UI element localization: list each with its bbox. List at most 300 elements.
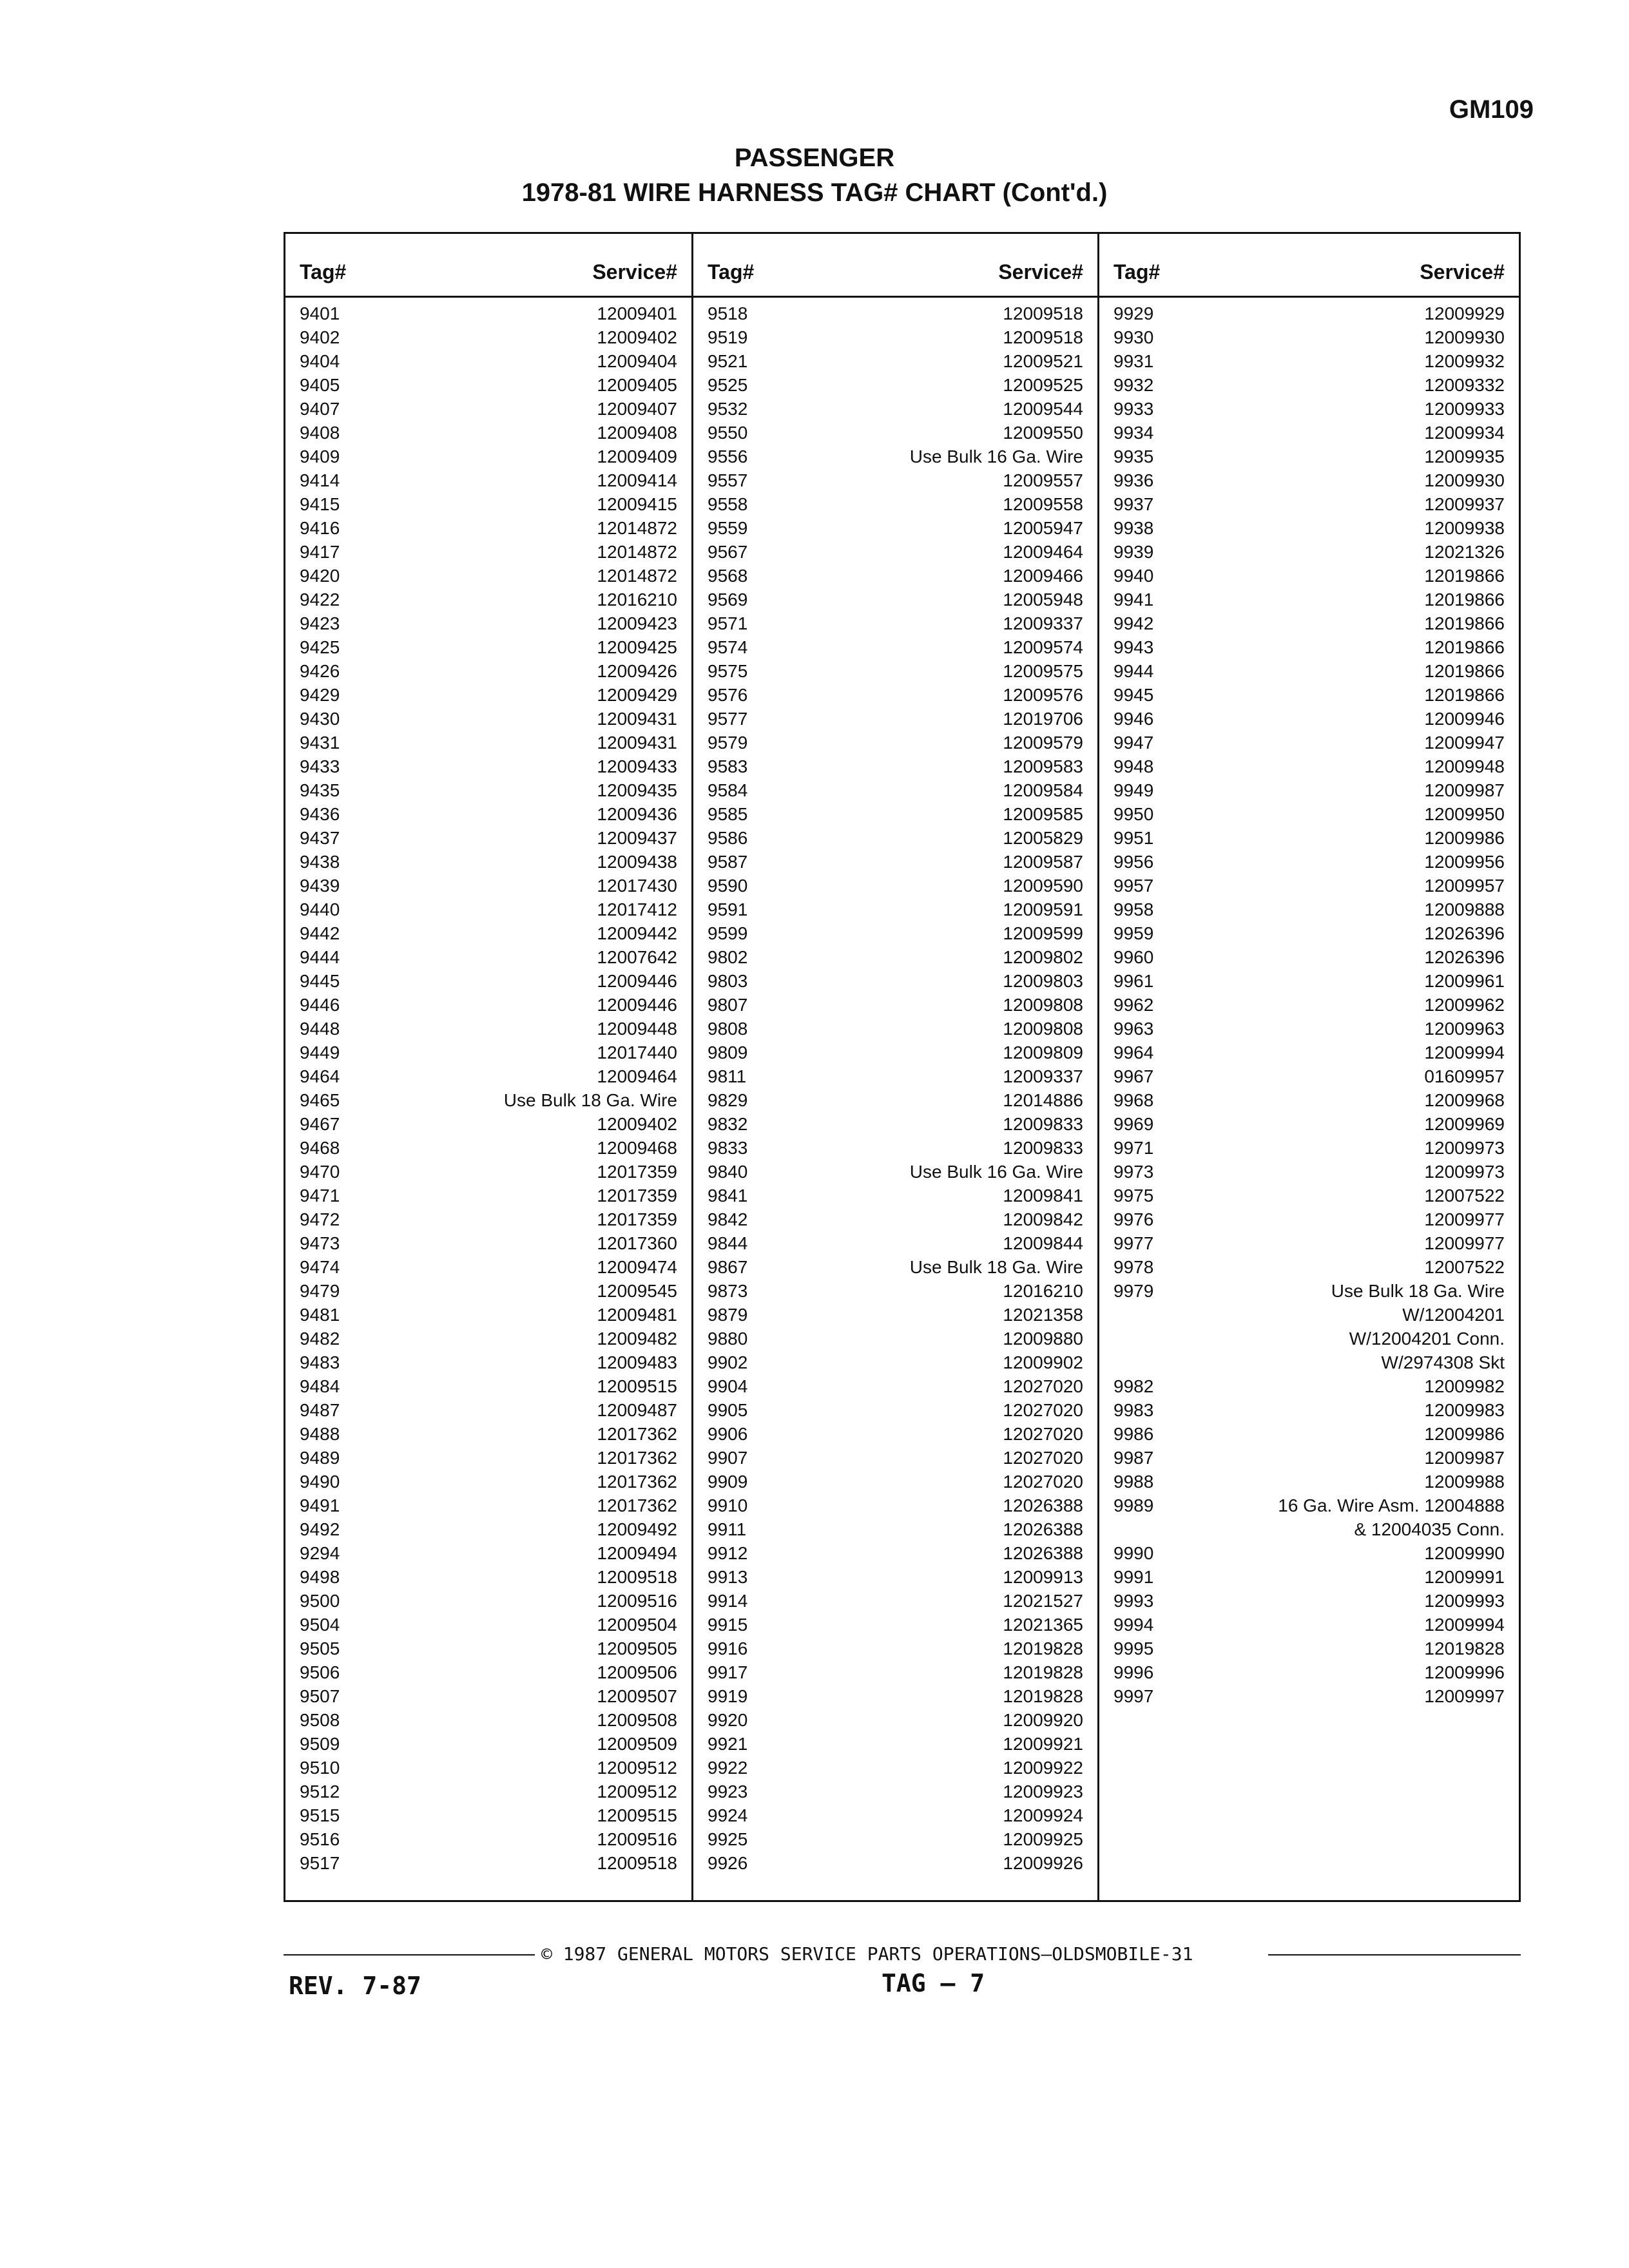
table-row — [285, 1231, 691, 1255]
table-row — [285, 397, 691, 421]
table-row — [1099, 1327, 1519, 1350]
table-row — [285, 588, 691, 611]
table-row — [1099, 754, 1519, 778]
table-row — [1099, 349, 1519, 373]
tag-number: 9979 — [1113, 1281, 1154, 1301]
table-row — [693, 1279, 1097, 1303]
table-row — [1099, 1041, 1519, 1064]
service-number: 12005829 — [1003, 828, 1083, 848]
service-number: 12027020 — [1003, 1448, 1083, 1468]
table-row — [693, 1398, 1097, 1422]
tag-number: 9294 — [300, 1543, 340, 1563]
tag-number: 9567 — [708, 542, 748, 562]
table-row — [693, 373, 1097, 397]
service-number: 12009332 — [1424, 375, 1505, 395]
table-row — [1099, 659, 1519, 683]
tag-number: 9933 — [1113, 399, 1154, 419]
service-number: 12009921 — [1003, 1734, 1083, 1754]
tag-number: 9909 — [708, 1472, 748, 1492]
table-row — [693, 993, 1097, 1017]
table-row — [285, 683, 691, 707]
table-row — [1099, 1660, 1519, 1684]
service-number: 12009961 — [1424, 971, 1505, 991]
tag-number: 9902 — [708, 1352, 748, 1372]
service-number: 12009550 — [1003, 423, 1083, 443]
table-row — [1099, 588, 1519, 611]
tag-number: 9811 — [708, 1066, 747, 1086]
table-row — [693, 1064, 1097, 1088]
service-number: 12017362 — [597, 1448, 677, 1468]
tag-number: 9557 — [708, 470, 748, 490]
table-row — [1099, 1064, 1519, 1088]
table-row — [285, 421, 691, 445]
table-row — [1099, 1446, 1519, 1470]
table-row — [285, 1684, 691, 1708]
service-number: 12009920 — [1003, 1710, 1083, 1730]
service-number: 12017440 — [597, 1043, 677, 1062]
service-number: 12009508 — [597, 1710, 677, 1730]
table-row — [693, 1732, 1097, 1756]
table-row — [285, 945, 691, 969]
tag-number: 9408 — [300, 423, 340, 443]
service-number: 12009934 — [1424, 423, 1505, 443]
tag-number: 9949 — [1113, 780, 1154, 800]
service-number: 12026388 — [1003, 1543, 1083, 1563]
tag-number: 9947 — [1113, 733, 1154, 753]
table-row — [1099, 1207, 1519, 1231]
table-row — [1099, 1017, 1519, 1041]
table-row — [693, 1088, 1097, 1112]
tag-number: 9420 — [300, 566, 340, 586]
table-row — [1099, 468, 1519, 492]
tag-number: 9448 — [300, 1019, 340, 1039]
tag-number: 9943 — [1113, 637, 1154, 657]
table-row — [285, 1160, 691, 1184]
table-row — [285, 1255, 691, 1279]
tag-number: 9559 — [708, 518, 748, 538]
service-number: 12009969 — [1424, 1114, 1505, 1134]
table-row — [285, 898, 691, 921]
table-row — [285, 850, 691, 874]
table-row — [693, 349, 1097, 373]
table-row — [693, 516, 1097, 540]
tag-header: Tag# — [1113, 260, 1161, 284]
tag-number: 9912 — [708, 1543, 748, 1563]
service-number: 12009880 — [1003, 1329, 1083, 1349]
tag-number: 9474 — [300, 1257, 340, 1277]
table-row — [285, 1660, 691, 1684]
table-row — [285, 635, 691, 659]
service-number: 12009408 — [597, 423, 677, 443]
service-number: 12009926 — [1003, 1853, 1083, 1873]
service-number: 12009994 — [1424, 1615, 1505, 1635]
column-header — [1099, 234, 1519, 298]
tag-number: 9414 — [300, 470, 340, 490]
tag-number: 9586 — [708, 828, 748, 848]
tag-number: 9585 — [708, 804, 748, 824]
tag-number: 9991 — [1113, 1567, 1154, 1587]
table-row — [693, 754, 1097, 778]
table-row — [1099, 1637, 1519, 1660]
service-number: 12009993 — [1424, 1591, 1505, 1611]
table-row — [285, 325, 691, 349]
service-header: Service# — [998, 260, 1083, 284]
table-row — [285, 993, 691, 1017]
service-number: 12009442 — [597, 923, 677, 943]
service-number: 12014872 — [597, 518, 677, 538]
service-number: 12009888 — [1424, 899, 1505, 919]
service-header: Service# — [592, 260, 677, 284]
service-number: 12009407 — [597, 399, 677, 419]
service-number: 12009973 — [1424, 1138, 1505, 1158]
service-number: 12009483 — [597, 1352, 677, 1372]
service-number: 12009929 — [1424, 303, 1505, 323]
tag-number: 9963 — [1113, 1019, 1154, 1039]
table-row — [1099, 397, 1519, 421]
service-number: 12009466 — [1003, 566, 1083, 586]
service-number: 12009591 — [1003, 899, 1083, 919]
service-number: 12009558 — [1003, 494, 1083, 514]
table-row — [1099, 1303, 1519, 1327]
table-row — [1099, 1565, 1519, 1589]
table-row — [693, 1613, 1097, 1637]
tag-number: 9590 — [708, 876, 748, 896]
table-row — [1099, 1136, 1519, 1160]
service-number: 12009982 — [1424, 1376, 1505, 1396]
table-row — [285, 1207, 691, 1231]
table-row — [693, 683, 1097, 707]
table-row — [1099, 1279, 1519, 1303]
service-number: 12009973 — [1424, 1162, 1505, 1182]
table-row — [285, 969, 691, 993]
table-row — [285, 611, 691, 635]
tag-number: 9422 — [300, 590, 340, 610]
service-number: 12009575 — [1003, 661, 1083, 681]
tag-number: 9976 — [1113, 1209, 1154, 1229]
tag-number: 9913 — [708, 1567, 748, 1587]
table-row — [1099, 683, 1519, 707]
service-number: Use Bulk 18 Ga. Wire — [909, 1257, 1083, 1277]
service-number: & 12004035 Conn. — [1354, 1519, 1505, 1539]
table-row — [693, 421, 1097, 445]
tag-number: 9938 — [1113, 518, 1154, 538]
service-number: 12009521 — [1003, 351, 1083, 371]
table-row — [1099, 1184, 1519, 1207]
table-row — [1099, 1422, 1519, 1446]
table-row — [285, 826, 691, 850]
tag-number: 9989 — [1113, 1495, 1154, 1515]
tag-number: 9906 — [708, 1424, 748, 1444]
service-number: 12009991 — [1424, 1567, 1505, 1587]
tag-number: 9445 — [300, 971, 340, 991]
table-row — [693, 588, 1097, 611]
tag-number: 9556 — [708, 447, 748, 466]
service-number: 12009414 — [597, 470, 677, 490]
service-number: 12009438 — [597, 852, 677, 872]
tag-number: 9924 — [708, 1805, 748, 1825]
table-row — [693, 1112, 1097, 1136]
service-number: 12009987 — [1424, 780, 1505, 800]
tag-number: 9449 — [300, 1043, 340, 1062]
tag-number: 9487 — [300, 1400, 340, 1420]
service-number: 12027020 — [1003, 1472, 1083, 1492]
table-row — [693, 1017, 1097, 1041]
table-row — [285, 1327, 691, 1350]
tag-number: 9867 — [708, 1257, 748, 1277]
service-number: 12009842 — [1003, 1209, 1083, 1229]
table-row — [285, 468, 691, 492]
document-code: GM109 — [1449, 95, 1534, 124]
table-row — [693, 778, 1097, 802]
tag-number: 9491 — [300, 1495, 340, 1515]
table-row — [1099, 540, 1519, 564]
service-number: 12009516 — [597, 1591, 677, 1611]
table-row — [285, 516, 691, 540]
tag-number: 9525 — [708, 375, 748, 395]
tag-number: 9532 — [708, 399, 748, 419]
table-row — [1099, 1494, 1519, 1517]
table-row — [285, 1589, 691, 1613]
tag-number: 9968 — [1113, 1090, 1154, 1110]
service-number: 12009947 — [1424, 733, 1505, 753]
tag-number: 9558 — [708, 494, 748, 514]
tag-number: 9405 — [300, 375, 340, 395]
service-number: 12009506 — [597, 1662, 677, 1682]
tag-number: 9945 — [1113, 685, 1154, 705]
tag-number: 9950 — [1113, 804, 1154, 824]
footer-copyright: © 1987 GENERAL MOTORS SERVICE PARTS OPERATIONS—OLDSMOBILE-31 — [541, 1943, 1193, 1965]
tag-number: 9472 — [300, 1209, 340, 1229]
tag-number: 9599 — [708, 923, 748, 943]
service-number: 12009937 — [1424, 494, 1505, 514]
table-row — [285, 540, 691, 564]
service-number: Use Bulk 18 Ga. Wire — [1331, 1281, 1505, 1301]
service-number: 12009987 — [1424, 1448, 1505, 1468]
table-row — [285, 1064, 691, 1088]
tag-number: 9923 — [708, 1782, 748, 1802]
service-number: 12027020 — [1003, 1400, 1083, 1420]
tag-number: 9436 — [300, 804, 340, 824]
tag-number: 9442 — [300, 923, 340, 943]
service-number: 12009809 — [1003, 1043, 1083, 1062]
service-number: 12019866 — [1424, 613, 1505, 633]
tag-number: 9583 — [708, 756, 748, 776]
tag-number: 9873 — [708, 1281, 748, 1301]
service-number: 12009401 — [597, 303, 677, 323]
tag-number: 9512 — [300, 1782, 340, 1802]
service-number: 12009337 — [1003, 613, 1083, 633]
service-number: 12009515 — [597, 1805, 677, 1825]
service-number: Use Bulk 16 Ga. Wire — [909, 1162, 1083, 1182]
service-number: 12009435 — [597, 780, 677, 800]
tag-number: 9426 — [300, 661, 340, 681]
table-row — [1099, 1541, 1519, 1565]
tag-number: 9951 — [1113, 828, 1154, 848]
tag-number: 9802 — [708, 947, 748, 967]
tag-number: 9587 — [708, 852, 748, 872]
table-row — [285, 1541, 691, 1565]
service-number: 12009404 — [597, 351, 677, 371]
table-row — [693, 1803, 1097, 1827]
service-number: 12009429 — [597, 685, 677, 705]
table-row — [693, 659, 1097, 683]
table-row — [693, 635, 1097, 659]
table-row — [285, 1184, 691, 1207]
tag-number: 9946 — [1113, 709, 1154, 729]
tag-number: 9911 — [708, 1519, 747, 1539]
service-number: 12019866 — [1424, 637, 1505, 657]
table-row — [693, 1160, 1097, 1184]
table-row — [285, 1851, 691, 1875]
table-row — [1099, 1255, 1519, 1279]
service-number: 12009956 — [1424, 852, 1505, 872]
tag-number: 9568 — [708, 566, 748, 586]
service-number: 12027020 — [1003, 1376, 1083, 1396]
table-row — [693, 540, 1097, 564]
table-row — [693, 302, 1097, 325]
tag-number: 9507 — [300, 1686, 340, 1706]
service-number: 12014872 — [597, 566, 677, 586]
tag-number: 9844 — [708, 1233, 748, 1253]
service-number: 12017362 — [597, 1495, 677, 1515]
table-row — [693, 1327, 1097, 1350]
tag-number: 9932 — [1113, 375, 1154, 395]
service-number: 12009518 — [1003, 327, 1083, 347]
page-number: TAG — 7 — [882, 1969, 985, 1997]
tag-number: 9809 — [708, 1043, 748, 1062]
service-number: 12017430 — [597, 876, 677, 896]
table-row — [285, 1470, 691, 1494]
tag-number: 9467 — [300, 1114, 340, 1134]
table-row — [285, 707, 691, 731]
service-number: 12009425 — [597, 637, 677, 657]
tag-number: 9942 — [1113, 613, 1154, 633]
service-number: 12009808 — [1003, 995, 1083, 1015]
table-row — [1099, 492, 1519, 516]
tag-number: 9574 — [708, 637, 748, 657]
service-number: 12021527 — [1003, 1591, 1083, 1611]
service-number: 12021326 — [1424, 542, 1505, 562]
wire-harness-table — [284, 232, 1521, 1902]
service-number: 12009423 — [597, 613, 677, 633]
column-header — [693, 234, 1097, 298]
table-row — [693, 1422, 1097, 1446]
table-row — [693, 564, 1097, 588]
table-row — [693, 826, 1097, 850]
table-row — [285, 1017, 691, 1041]
service-number: 12009948 — [1424, 756, 1505, 776]
tag-number: 9975 — [1113, 1186, 1154, 1206]
tag-number: 9916 — [708, 1639, 748, 1658]
tag-number: 9978 — [1113, 1257, 1154, 1277]
table-row — [1099, 1350, 1519, 1374]
service-number: 12017359 — [597, 1186, 677, 1206]
tag-number: 9964 — [1113, 1043, 1154, 1062]
tag-number: 9914 — [708, 1591, 748, 1611]
table-row — [285, 1374, 691, 1398]
table-row — [693, 802, 1097, 826]
service-number: 12009525 — [1003, 375, 1083, 395]
tag-number: 9500 — [300, 1591, 340, 1611]
tag-number: 9833 — [708, 1138, 748, 1158]
table-row — [1099, 993, 1519, 1017]
service-number: 12009415 — [597, 494, 677, 514]
service-number: 12009446 — [597, 995, 677, 1015]
table-row — [693, 707, 1097, 731]
title-line-2: 1978-81 WIRE HARNESS TAG# CHART (Cont'd.) — [521, 178, 1108, 207]
service-number: 12017362 — [597, 1424, 677, 1444]
service-number: 12009913 — [1003, 1567, 1083, 1587]
tag-number: 9584 — [708, 780, 748, 800]
service-number: 12009584 — [1003, 780, 1083, 800]
table-row — [693, 1184, 1097, 1207]
tag-number: 9431 — [300, 733, 340, 753]
tag-number: 9425 — [300, 637, 340, 657]
table-row — [285, 492, 691, 516]
service-number: 12009986 — [1424, 828, 1505, 848]
tag-header: Tag# — [300, 260, 347, 284]
table-row — [1099, 445, 1519, 468]
tag-number: 9922 — [708, 1758, 748, 1778]
service-number: 12009505 — [597, 1639, 677, 1658]
service-number: 12019828 — [1424, 1639, 1505, 1658]
tag-number: 9440 — [300, 899, 340, 919]
service-number: 12009950 — [1424, 804, 1505, 824]
table-row — [693, 1589, 1097, 1613]
service-number: 12009922 — [1003, 1758, 1083, 1778]
service-number: 12017359 — [597, 1162, 677, 1182]
tag-number: 9993 — [1113, 1591, 1154, 1611]
table-row — [285, 754, 691, 778]
table-row — [285, 373, 691, 397]
table-row — [1099, 1613, 1519, 1637]
tag-number: 9961 — [1113, 971, 1154, 991]
tag-number: 9404 — [300, 351, 340, 371]
tag-number: 9490 — [300, 1472, 340, 1492]
service-number: 12009583 — [1003, 756, 1083, 776]
tag-number: 9915 — [708, 1615, 748, 1635]
table-row — [285, 1637, 691, 1660]
tag-number: 9967 — [1113, 1066, 1154, 1086]
service-number: 12009579 — [1003, 733, 1083, 753]
table-row — [285, 302, 691, 325]
service-number: 12009557 — [1003, 470, 1083, 490]
service-number: 12017362 — [597, 1472, 677, 1492]
tag-number: 9973 — [1113, 1162, 1154, 1182]
table-row — [693, 945, 1097, 969]
table-row — [693, 1637, 1097, 1660]
service-number: 12009518 — [597, 1567, 677, 1587]
table-row — [1099, 1112, 1519, 1136]
table-row — [285, 564, 691, 588]
service-number: 01609957 — [1424, 1066, 1505, 1086]
tag-number: 9577 — [708, 709, 748, 729]
service-number: 12019866 — [1424, 685, 1505, 705]
table-row — [285, 874, 691, 898]
tag-number: 9986 — [1113, 1424, 1154, 1444]
tag-number: 9402 — [300, 327, 340, 347]
service-number: 12014872 — [597, 542, 677, 562]
service-number: 12009436 — [597, 804, 677, 824]
service-number: 12009599 — [1003, 923, 1083, 943]
service-number: 12017412 — [597, 899, 677, 919]
tag-number: 9481 — [300, 1305, 340, 1325]
tag-number: 9962 — [1113, 995, 1154, 1015]
tag-number: 9473 — [300, 1233, 340, 1253]
table-column-1 — [285, 234, 691, 1900]
tag-number: 9569 — [708, 590, 748, 610]
table-row — [693, 1660, 1097, 1684]
